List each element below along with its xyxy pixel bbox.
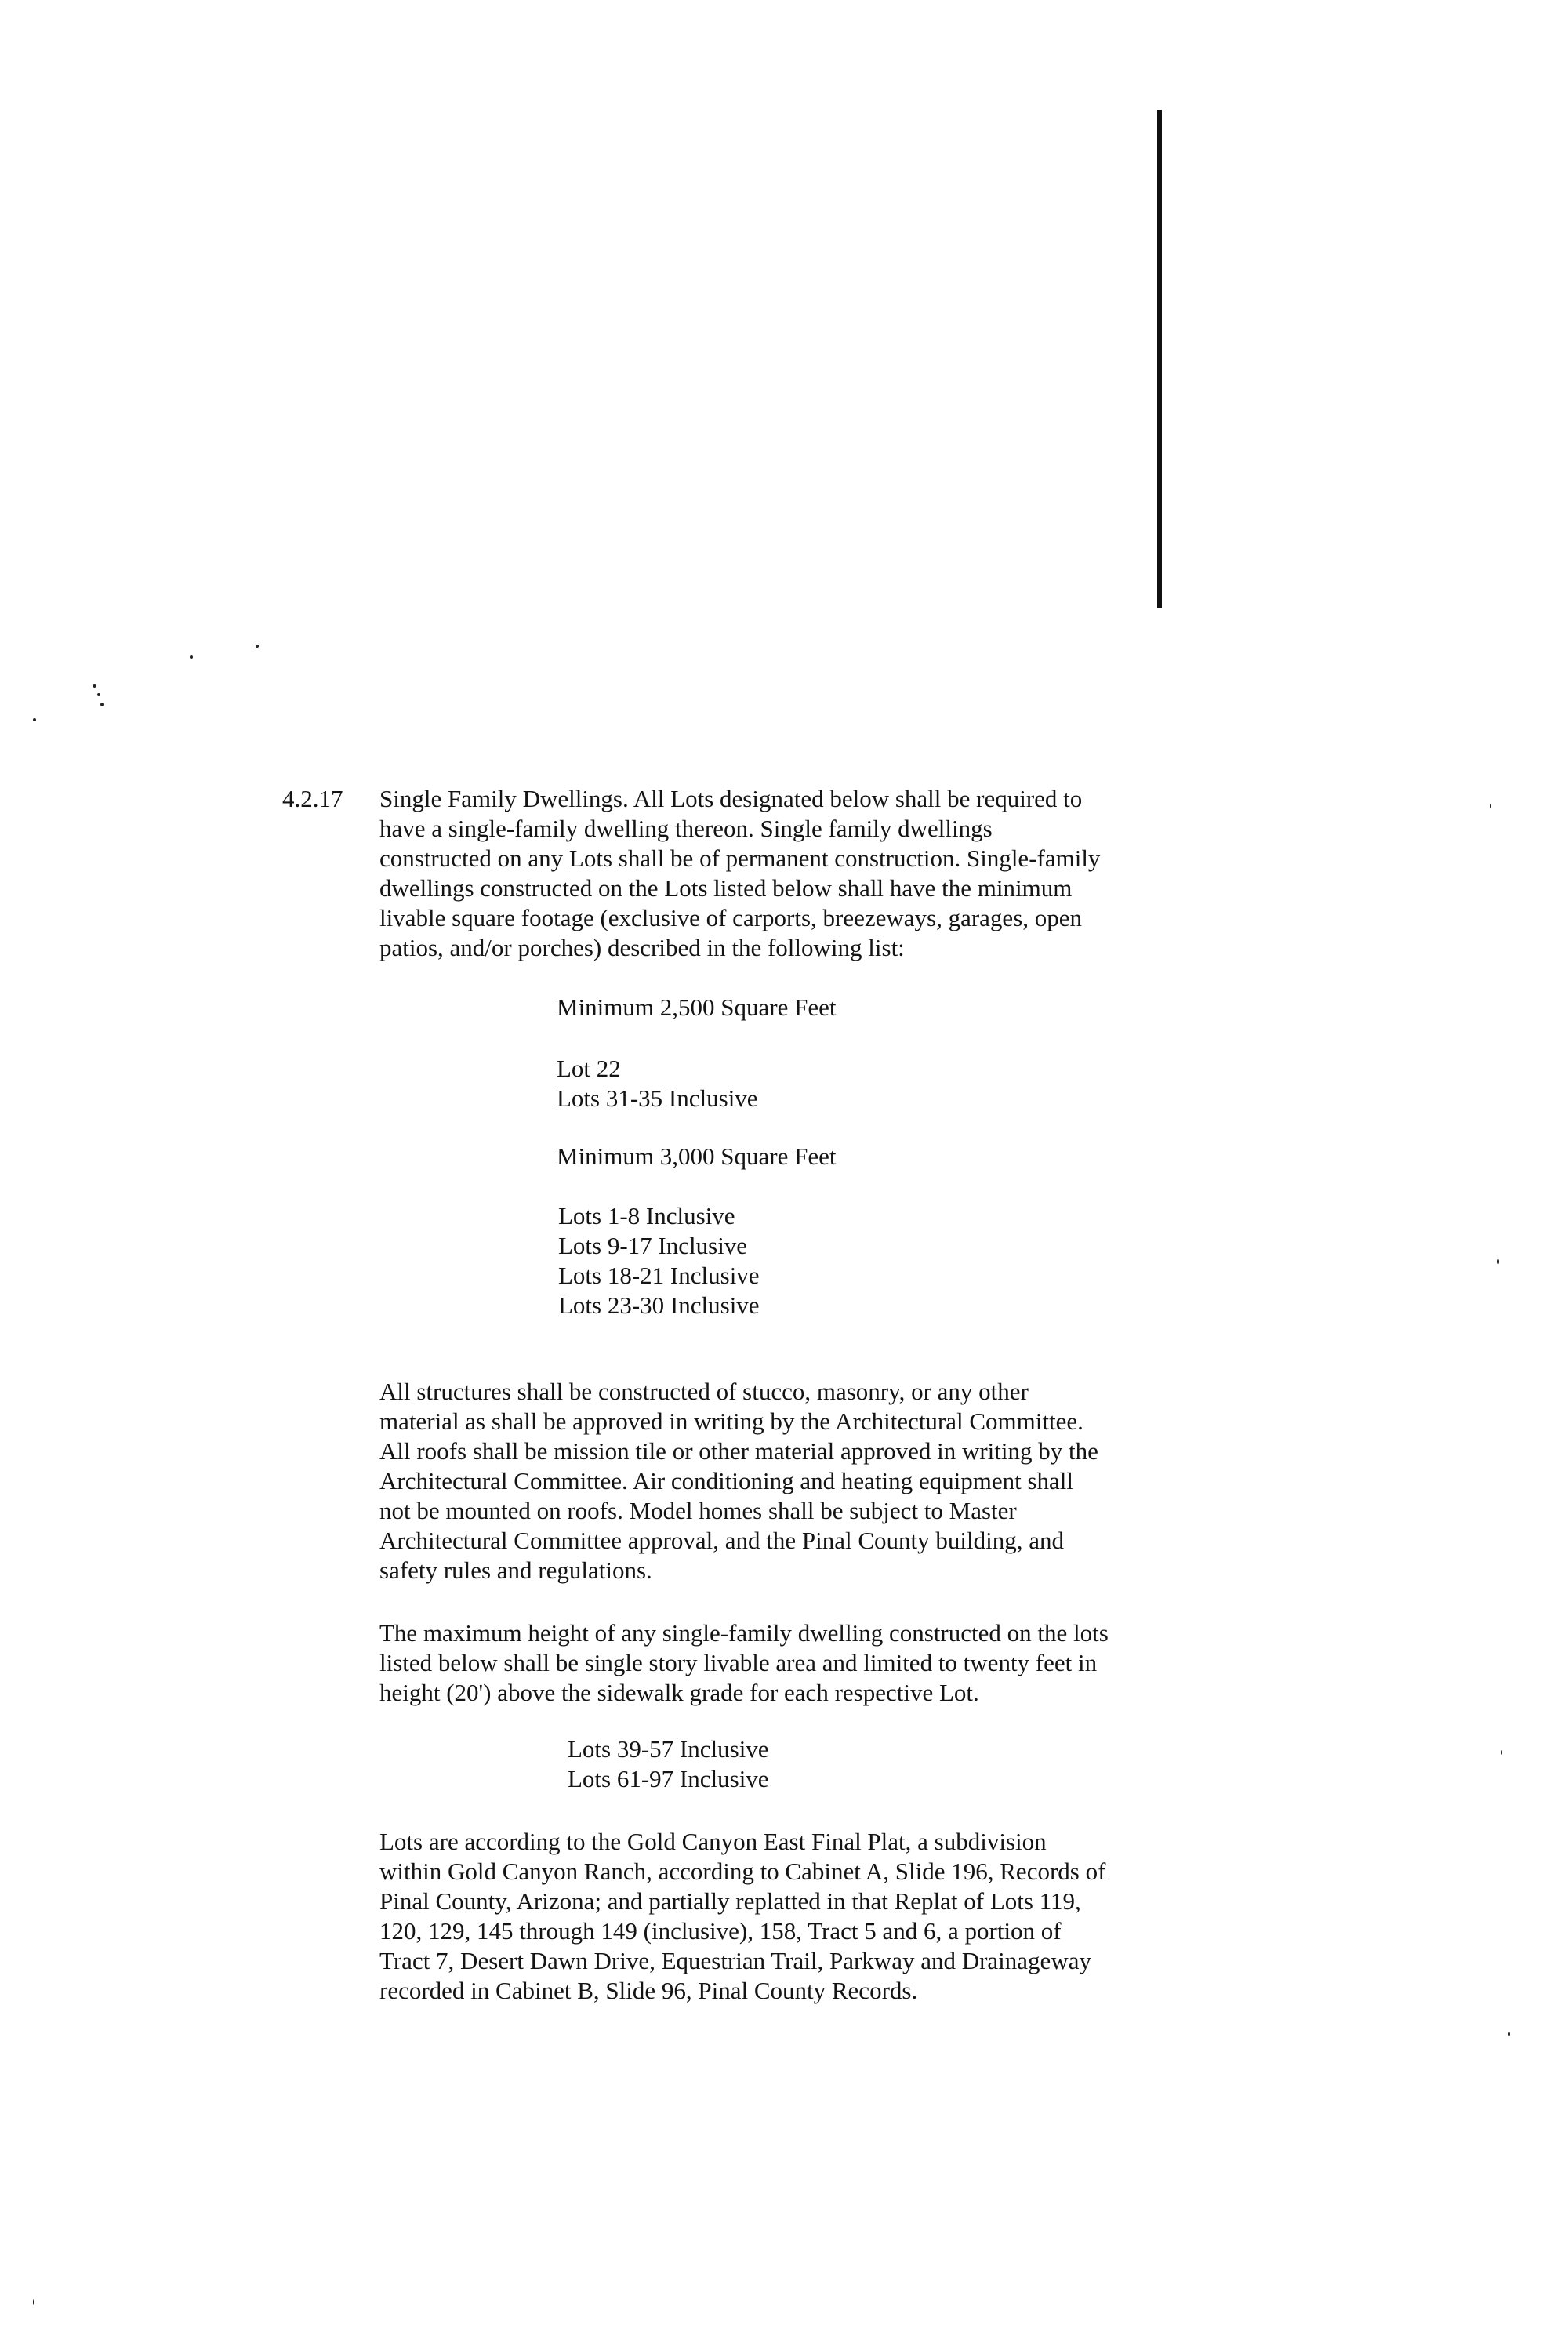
lot-item: Lots 39-57 Inclusive — [568, 1735, 769, 1763]
scan-speck — [97, 693, 100, 696]
group1-lot-list — [557, 1054, 758, 1113]
paragraph-line: Single Family Dwellings. All Lots designated below shall be required to — [379, 785, 1083, 812]
lot-item: Lots 23-30 Inclusive — [558, 1291, 760, 1319]
paragraph-line: All structures shall be constructed of stucco, masonry, or any other — [379, 1378, 1029, 1405]
height-paragraph — [379, 1618, 1109, 1708]
scan-speck — [33, 718, 36, 721]
scan-speck — [93, 684, 96, 688]
paragraph-line: Pinal County, Arizona; and partially replatted in that Replat of Lots 119, — [379, 1887, 1081, 1915]
paragraph-line: listed below shall be single story livable area and limited to twenty feet in — [379, 1649, 1098, 1676]
paragraph-line: Tract 7, Desert Dawn Drive, Equestrian Trail, Parkway and Drainageway — [379, 1947, 1091, 1974]
lot-item: Lots 18-21 Inclusive — [558, 1262, 760, 1289]
group1-heading-block — [557, 993, 836, 1022]
paragraph-line: Lots are according to the Gold Canyon East Final Plat, a subdivision — [379, 1828, 1047, 1855]
paragraph-line: livable square footage (exclusive of carports, breezeways, garages, open — [379, 904, 1083, 932]
paragraph-line: height (20') above the sidewalk grade for each respective Lot. — [379, 1679, 979, 1706]
group2-heading-block — [557, 1142, 836, 1171]
lot-item: Lots 1-8 Inclusive — [558, 1202, 735, 1229]
paragraph-line: Architectural Committee. Air conditioning and heating equipment shall — [379, 1467, 1074, 1494]
paragraph-line: within Gold Canyon Ranch, according to Cabinet A, Slide 196, Records of — [379, 1858, 1106, 1885]
legal-paragraph — [379, 1827, 1105, 2006]
paragraph-line: recorded in Cabinet B, Slide 96, Pinal County Records. — [379, 1977, 918, 2004]
scan-speck — [100, 703, 104, 706]
group-heading: Minimum 3,000 Square Feet — [557, 1142, 837, 1170]
lot-item: Lots 9-17 Inclusive — [558, 1232, 748, 1259]
paragraph-line: constructed on any Lots shall be of permanent construction. Single-family — [379, 844, 1101, 872]
group2-lot-list — [558, 1201, 760, 1320]
scan-speck — [1490, 804, 1491, 808]
structures-paragraph — [379, 1377, 1098, 1585]
scan-speck — [256, 645, 259, 648]
group-heading: Minimum 2,500 Square Feet — [557, 993, 837, 1021]
lot-item: Lots 31-35 Inclusive — [557, 1084, 758, 1112]
paragraph-line: The maximum height of any single-family dwelling constructed on the lots — [379, 1619, 1109, 1647]
paragraph-line: have a single-family dwelling thereon. Single family dwellings — [379, 815, 993, 842]
paragraph-line: patios, and/or porches) described in the following list: — [379, 934, 905, 961]
scan-speck — [1497, 1259, 1499, 1264]
scan-speck — [190, 656, 193, 659]
lot-item: Lot 22 — [557, 1055, 621, 1082]
paragraph-line: Architectural Committee approval, and the Pinal County building, and — [379, 1527, 1064, 1554]
paragraph-line: safety rules and regulations. — [379, 1556, 652, 1584]
paragraph-line: All roofs shall be mission tile or other material approved in writing by the — [379, 1437, 1098, 1465]
lot-item: Lots 61-97 Inclusive — [568, 1765, 769, 1792]
section-paragraph — [379, 784, 1100, 963]
scan-speck — [1508, 2032, 1510, 2036]
scan-speck — [33, 2299, 34, 2305]
height-lot-list — [568, 1734, 769, 1794]
paragraph-line: dwellings constructed on the Lots listed below shall have the minimum — [379, 874, 1073, 902]
scan-margin-bar — [1157, 110, 1162, 608]
scan-speck — [1501, 1750, 1502, 1755]
paragraph-line: not be mounted on roofs. Model homes shall be subject to Master — [379, 1497, 1017, 1524]
paragraph-line: 120, 129, 145 through 149 (inclusive), 158, Tract 5 and 6, a portion of — [379, 1917, 1062, 1945]
section-number: 4.2.17 — [282, 785, 343, 812]
paragraph-line: material as shall be approved in writing by the Architectural Committee. — [379, 1407, 1083, 1435]
